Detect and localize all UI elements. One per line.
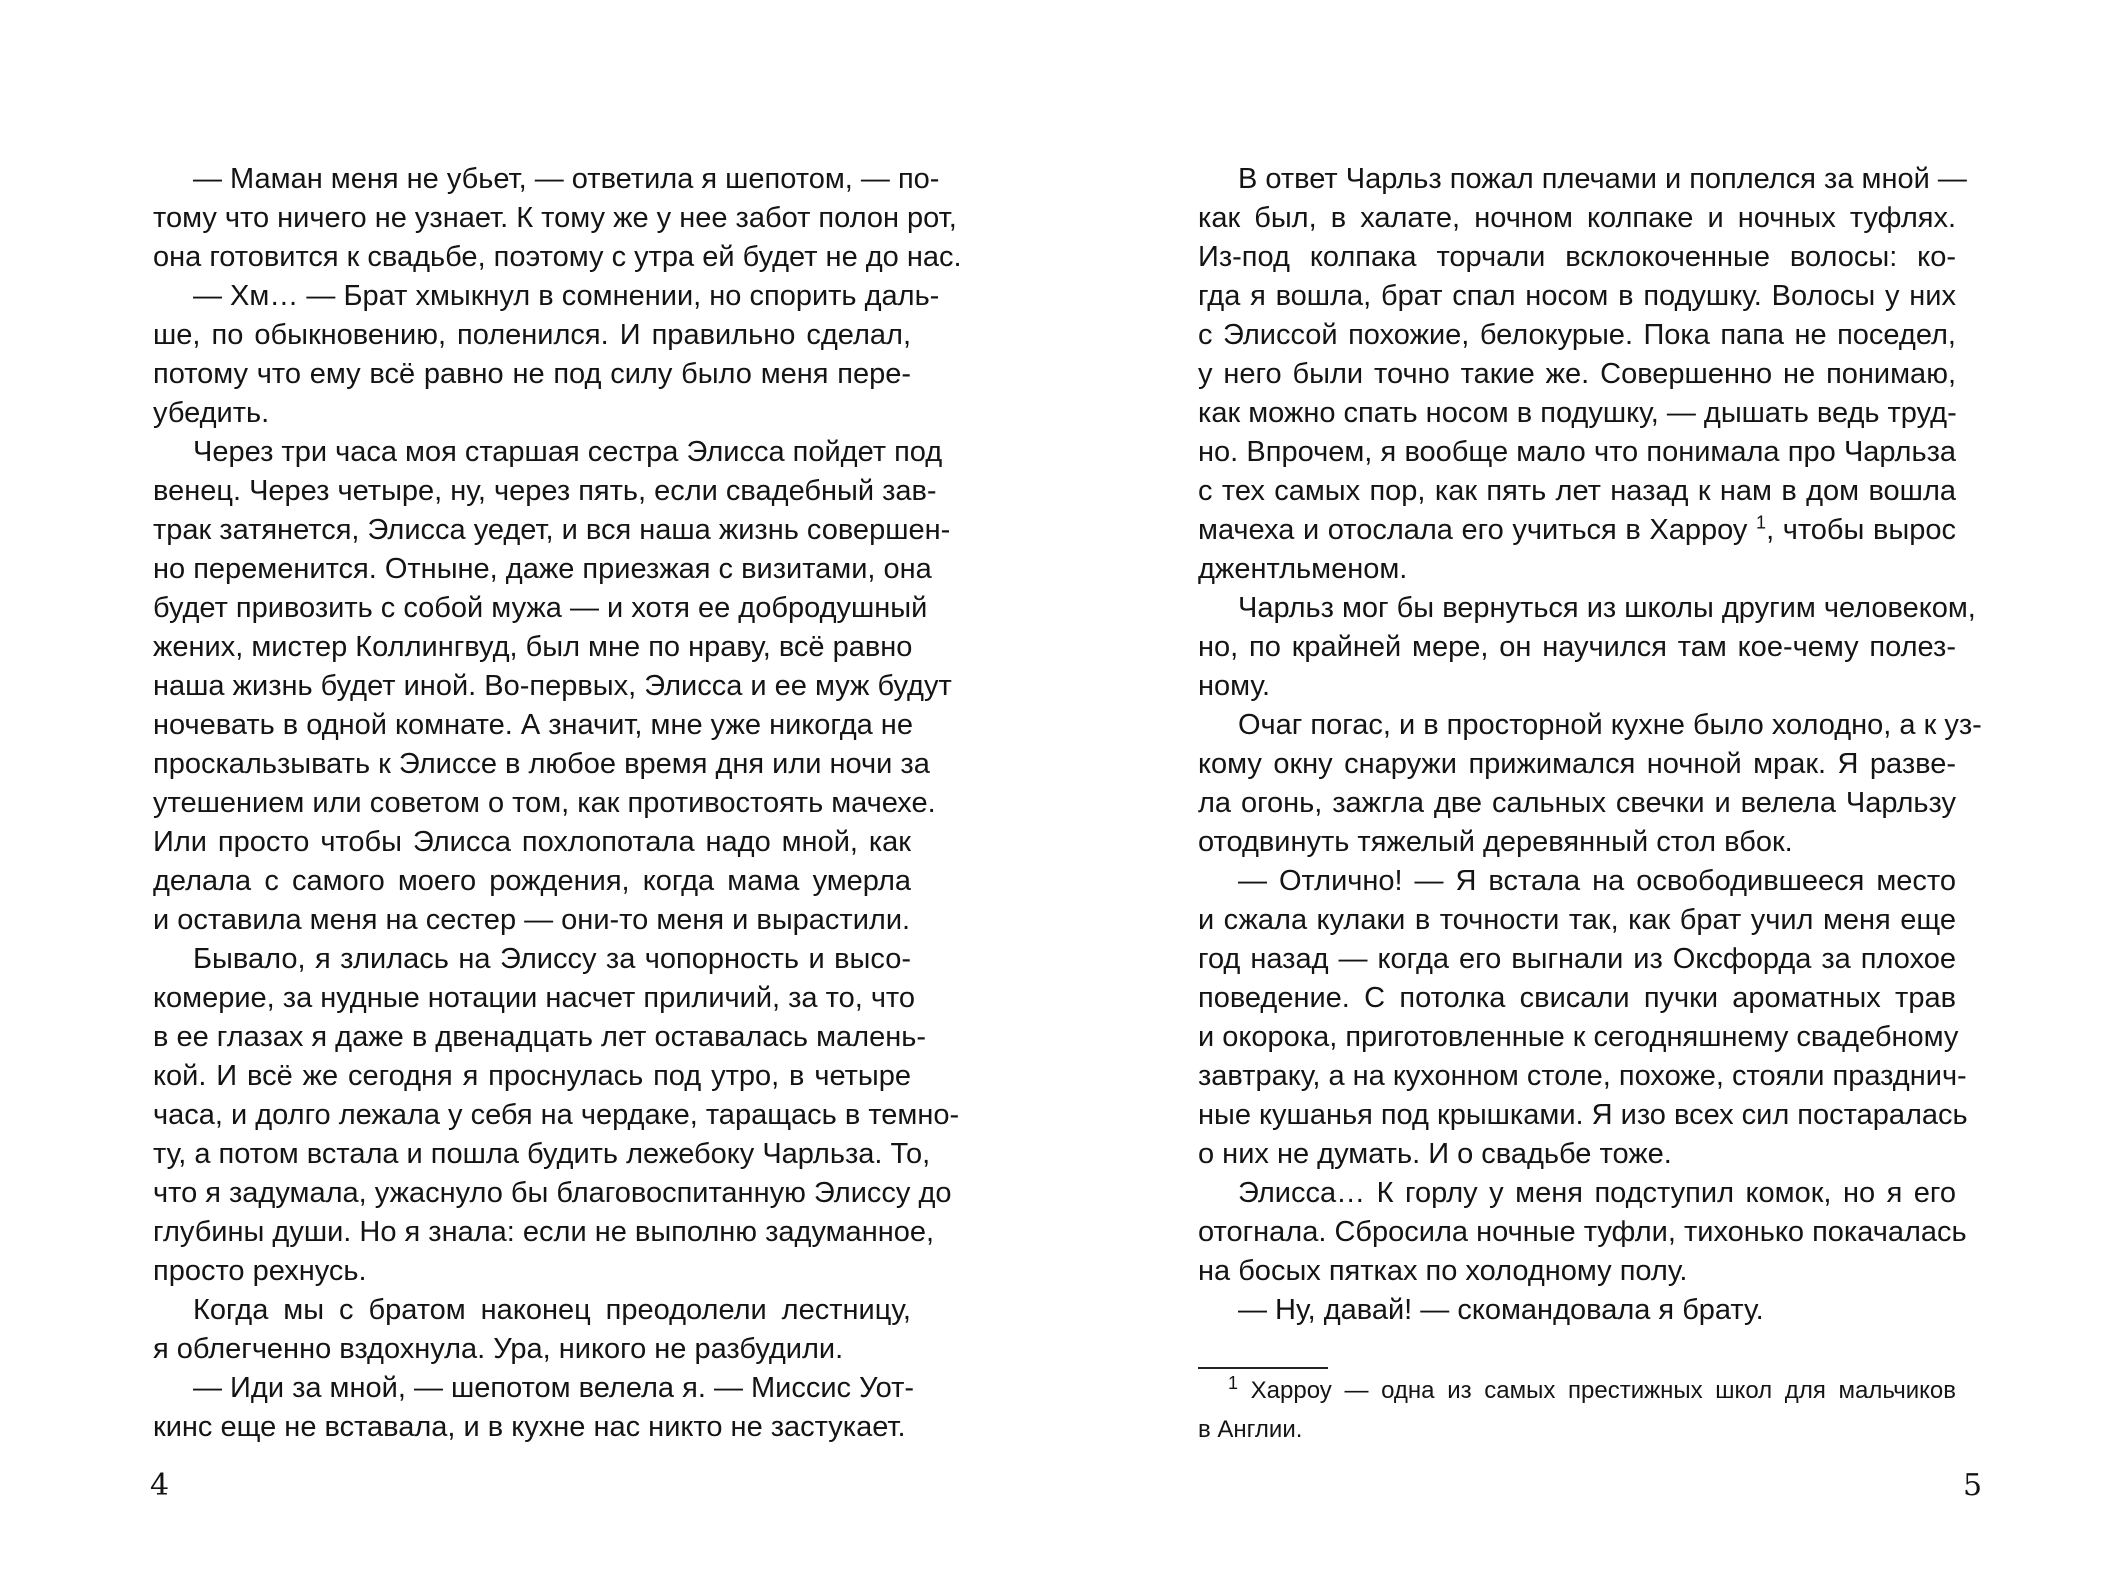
text-line: и сжала кулаки в точности так, как брат учил меня еще	[1198, 904, 1956, 936]
text-line: — Отлично! — Я встала на освободившееся место	[1238, 865, 1956, 897]
text-line: ше, по обыкновению, поленился. И правильно сделал,	[153, 319, 911, 351]
text-segment: мачеха и отослала его учиться в Харроу	[1198, 514, 1748, 546]
text-line: поведение. С потолка свисали пучки ароматных трав	[1198, 982, 1956, 1014]
text-line: делала с самого моего рождения, когда мама умерла	[153, 865, 911, 897]
text-line: потому что ему всё равно не под силу было меня пере-	[153, 358, 911, 390]
text-line: кинс еще не вставала, и в кухне нас никто не застукает.	[153, 1411, 906, 1443]
text-line: но. Впрочем, я вообще мало что понимала про Чарльза	[1198, 436, 1956, 468]
text-line: — Маман меня не убьет, — ответила я шепотом, — по-	[193, 163, 940, 195]
text-line: убедить.	[153, 397, 270, 429]
text-line: Или просто чтобы Элисса похлопотала надо мной, как	[153, 826, 911, 858]
text-line: Элисса… К горлу у меня подступил комок, но я его	[1238, 1177, 1956, 1209]
text-line: Бывало, я злилась на Элиссу за чопорность и высо-	[193, 943, 911, 975]
text-line: я облегченно вздохнула. Ура, никого не разбудили.	[153, 1333, 844, 1365]
text-line: наша жизнь будет иной. Во-первых, Элисса и ее муж будут	[153, 670, 952, 702]
text-line: но переменится. Отныне, даже приезжая с визитами, она	[153, 553, 932, 585]
text-line: ные кушанья под крышками. Я изо всех сил постаралась	[1198, 1099, 1968, 1131]
text-line: с Элиссой похожие, белокурые. Пока папа не поседел,	[1198, 319, 1956, 351]
text-line: ту, а потом встала и пошла будить лежебоку Чарльза. То,	[153, 1138, 931, 1170]
left-page-text	[153, 160, 962, 1447]
text-line: — Иди за мной, — шепотом велела я. — Миссис Уот-	[193, 1372, 915, 1404]
footnote-reference[interactable]: 1	[1756, 512, 1767, 533]
text-line: она готовится к свадьбе, поэтому с утра ей будет не до нас.	[153, 241, 962, 273]
text-line: Когда мы с братом наконец преодолели лестницу,	[193, 1294, 911, 1326]
text-line: как можно спать носом в подушку, — дышать ведь труд-	[1198, 397, 1957, 429]
text-line: кому окну снаружи прижимался ночной мрак. Я разве-	[1198, 748, 1956, 780]
text-line: как был, в халате, ночном колпаке и ночных туфлях.	[1198, 202, 1956, 234]
text-line: у него были точно такие же. Совершенно не понимаю,	[1198, 358, 1956, 390]
text-line: Через три часа моя старшая сестра Элисса пойдет под	[193, 436, 943, 468]
text-line: — Хм… — Брат хмыкнул в сомнении, но спорить даль-	[193, 280, 940, 312]
right-page-number: 5	[1963, 1468, 1983, 1503]
text-line: и окорока, приготовленные к сегодняшнему свадебному	[1198, 1021, 1959, 1053]
right-page-text	[1198, 160, 1982, 1330]
text-line: отогнала. Сбросила ночные туфли, тихонько покачалась	[1198, 1216, 1967, 1248]
text-line: кой. И всё же сегодня я проснулась под утро, в четыре	[153, 1060, 911, 1092]
text-line: венец. Через четыре, ну, через пять, если свадебный зав-	[153, 475, 937, 507]
footnote-text: Харроу — одна из самых престижных школ для мальчиков	[1250, 1377, 1956, 1404]
footnote-line: в Англии.	[1198, 1416, 1303, 1443]
text-line: утешением или советом о том, как противостоять мачехе.	[153, 787, 936, 819]
text-line: с тех самых пор, как пять лет назад к нам в дом вошла	[1198, 475, 1956, 507]
text-line: Очаг погас, и в просторной кухне было холодно, а к уз-	[1238, 709, 1982, 741]
text-line: джентльменом.	[1198, 553, 1408, 585]
text-line: проскальзывать к Элиссе в любое время дня или ночи за	[153, 748, 930, 780]
text-line	[1198, 511, 1956, 550]
text-line: и оставила меня на сестер — они-то меня и вырастили.	[153, 904, 911, 936]
text-line: ночевать в одной комнате. А значит, мне уже никогда не	[153, 709, 913, 741]
text-line: В ответ Чарльз пожал плечами и поплелся за мной —	[1238, 163, 1967, 195]
text-line: Чарльз мог бы вернуться из школы другим человеком,	[1238, 592, 1976, 624]
text-line: глубины души. Но я знала: если не выполню задуманное,	[153, 1216, 935, 1248]
text-line: жених, мистер Коллингвуд, был мне по нраву, всё равно	[153, 631, 913, 663]
text-line: Из-под колпака торчали всклокоченные волосы: ко-	[1198, 241, 1956, 273]
text-line: что я задумала, ужаснуло бы благовоспитанную Элиссу до	[153, 1177, 952, 1209]
text-line: трак затянется, Элисса уедет, и вся наша жизнь совершен-	[153, 514, 951, 546]
left-page-number: 4	[150, 1468, 170, 1503]
text-line: просто рехнусь.	[153, 1255, 367, 1287]
text-line: гда я вошла, брат спал носом в подушку. Волосы у них	[1198, 280, 1956, 312]
footnote-marker: 1	[1228, 1373, 1239, 1393]
text-line: год назад — когда его выгнали из Оксфорда за плохое	[1198, 943, 1956, 975]
text-line: но, по крайней мере, он научился там кое-чему полез-	[1198, 631, 1956, 663]
text-line: тому что ничего не узнает. К тому же у нее забот полон рот,	[153, 202, 957, 234]
text-line: ла огонь, зажгла две сальных свечки и велела Чарльзу	[1198, 787, 1956, 819]
text-line: на босых пятках по холодному полу.	[1198, 1255, 1688, 1287]
text-line: часа, и долго лежала у себя на чердаке, таращась в темно-	[153, 1099, 960, 1131]
footnote-divider	[1198, 1367, 1328, 1369]
text-line: будет привозить с собой мужа — и хотя ее добродушный	[153, 592, 928, 624]
text-line: отодвинуть тяжелый деревянный стол вбок.	[1198, 826, 1793, 858]
footnote	[1198, 1375, 1956, 1453]
footnote-line	[1198, 1375, 1956, 1414]
text-line: — Ну, давай! — скомандовала я брату.	[1238, 1294, 1764, 1326]
text-line: завтраку, а на кухонном столе, похоже, стояли празднич-	[1198, 1060, 1967, 1092]
text-segment: , чтобы вырос	[1766, 514, 1956, 546]
text-line: ному.	[1198, 670, 1271, 702]
text-line: в ее глазах я даже в двенадцать лет оставалась малень-	[153, 1021, 926, 1053]
right-page	[1055, 0, 2110, 1582]
text-line: о них не думать. И о свадьбе тоже.	[1198, 1138, 1672, 1170]
text-line: комерие, за нудные нотации насчет приличий, за то, что	[153, 982, 916, 1014]
